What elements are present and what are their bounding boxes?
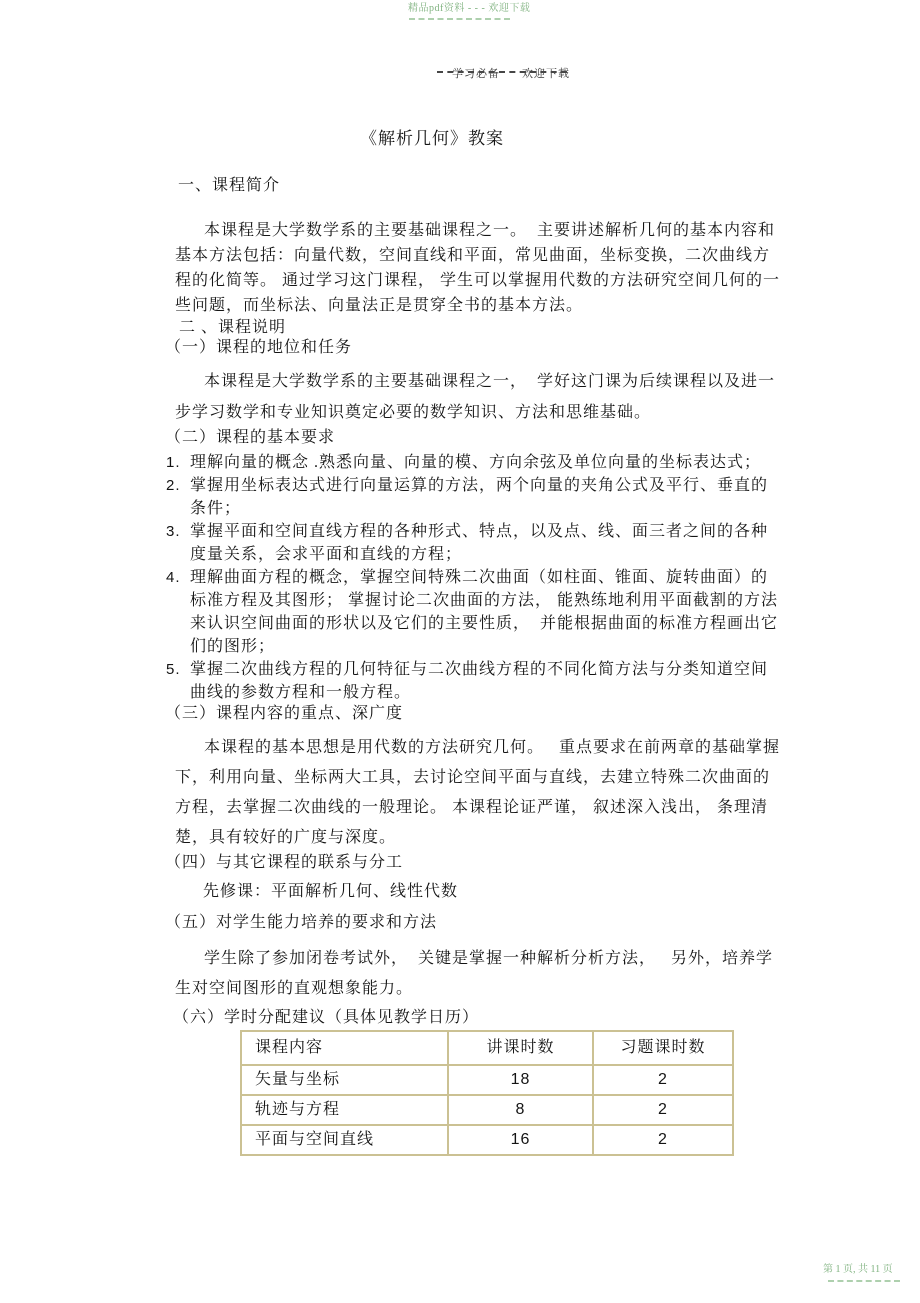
footer-dashed-divider [828,1280,900,1282]
table-row [241,1125,733,1155]
header-note-right: 欢迎下载 [522,68,570,80]
requirement-number: 3. [166,523,181,540]
subsection-4-heading: （四）与其它课程的联系与分工 [165,854,404,871]
requirement-text: 理解曲面方程的概念，掌握空间特殊二次曲面（如柱面、锥面、旋转曲面）的标准方程及其图形； 掌握讨论二次曲面的方法， 能熟练地利用平面截割的方法来认识空间曲面的形状以及它们的主要性质， 并能根据曲面的标准方程画出它们的图形； [190,569,779,655]
requirement-item-5 [165,658,783,704]
header-note [437,53,570,95]
watermark-dashed-divider [409,18,510,20]
requirement-number: 5. [166,661,181,678]
requirement-text: 理解向量的概念 .熟悉向量、向量的模、方向余弦及单位向量的坐标表达式； [190,454,762,471]
document-title: 《解析几何》教案 [360,129,504,148]
requirement-number: 1. [166,454,181,471]
page-number-footer: 第 1 页, 共 11 页 [823,1264,893,1275]
cell-course-content: 平面与空间直线 [241,1125,448,1155]
cell-exercise-hours: 2 [593,1065,733,1095]
table-row [241,1095,733,1125]
header-note-left: 学习必备 [452,68,500,80]
requirement-text: 掌握用坐标表达式进行向量运算的方法，两个向量的夹角公式及平行、垂直的条件； [190,477,769,517]
requirement-item-2 [165,474,783,520]
section-1-heading: 一、课程简介 [178,177,281,194]
requirement-item-1 [165,451,783,474]
requirement-item-4 [165,566,783,658]
watermark-text: 精品pdf资料 - - - 欢迎下载 [408,3,531,14]
document-body [165,120,783,1156]
intro-paragraph: 本课程是大学数学系的主要基础课程之一。 主要讲述解析几何的基本内容和基本方法包括：向量代数，空间直线和平面，常见曲面，坐标变换，二次曲线方程的化简等。 通过学习这门课程， 学生可以掌握用代数的方法研究空间几何的一些问题，而坐标法、向量法正是贯穿全书的基本方法。 [175,222,781,314]
cell-lecture-hours: 16 [448,1125,593,1155]
header-dashed-divider [437,71,567,73]
table-header-row [241,1031,733,1065]
subsection-3-paragraph: 本课程的基本思想是用代数的方法研究几何。 重点要求在前两章的基础掌握下，利用向量、坐标两大工具，去讨论空间平面与直线，去建立特殊二次曲面的方程，去掌握二次曲线的一般理论。 本课程论证严谨， 叙述深入浅出， 条理清楚，具有较好的广度与深度。 [175,739,781,846]
table-header-exercise-hours: 习题课时数 [593,1031,733,1065]
subsection-5-heading: （五）对学生能力培养的要求和方法 [165,914,438,931]
cell-exercise-hours: 2 [593,1095,733,1125]
requirements-list [165,451,783,704]
subsection-1-heading: （一）课程的地位和任务 [165,339,353,356]
subsection-3-heading: （三）课程内容的重点、深广度 [165,705,404,722]
subsection-6-heading: （六）学时分配建议（具体见教学日历） [173,1009,480,1026]
course-hours-table [240,1030,734,1156]
cell-course-content: 轨迹与方程 [241,1095,448,1125]
cell-lecture-hours: 8 [448,1095,593,1125]
section-2-heading: 二 、课程说明 [179,319,287,336]
requirement-text: 掌握二次曲线方程的几何特征与二次曲线方程的不同化简方法与分类知道空间曲线的参数方程和一般方程。 [190,661,769,701]
requirement-number: 4. [166,569,181,586]
requirement-text: 掌握平面和空间直线方程的各种形式、特点，以及点、线、面三者之间的各种度量关系，会求平面和直线的方程； [190,523,769,563]
requirement-item-3 [165,520,783,566]
subsection-5-paragraph: 学生除了参加闭卷考试外， 关键是掌握一种解析分析方法， 另外，培养学生对空间图形的直观想象能力。 [175,950,774,997]
table-header-lecture-hours: 讲课时数 [448,1031,593,1065]
table-header-course-content: 课程内容 [241,1031,448,1065]
table-row [241,1065,733,1095]
cell-lecture-hours: 18 [448,1065,593,1095]
subsection-2-heading: （二）课程的基本要求 [165,429,336,446]
subsection-1-paragraph: 本课程是大学数学系的主要基础课程之一， 学好这门课为后续课程以及进一步学习数学和专业知识奠定必要的数学知识、方法和思维基础。 [175,373,776,421]
prerequisite-line: 先修课：平面解析几何、线性代数 [203,883,459,900]
cell-course-content: 矢量与坐标 [241,1065,448,1095]
requirement-number: 2. [166,477,181,494]
cell-exercise-hours: 2 [593,1125,733,1155]
